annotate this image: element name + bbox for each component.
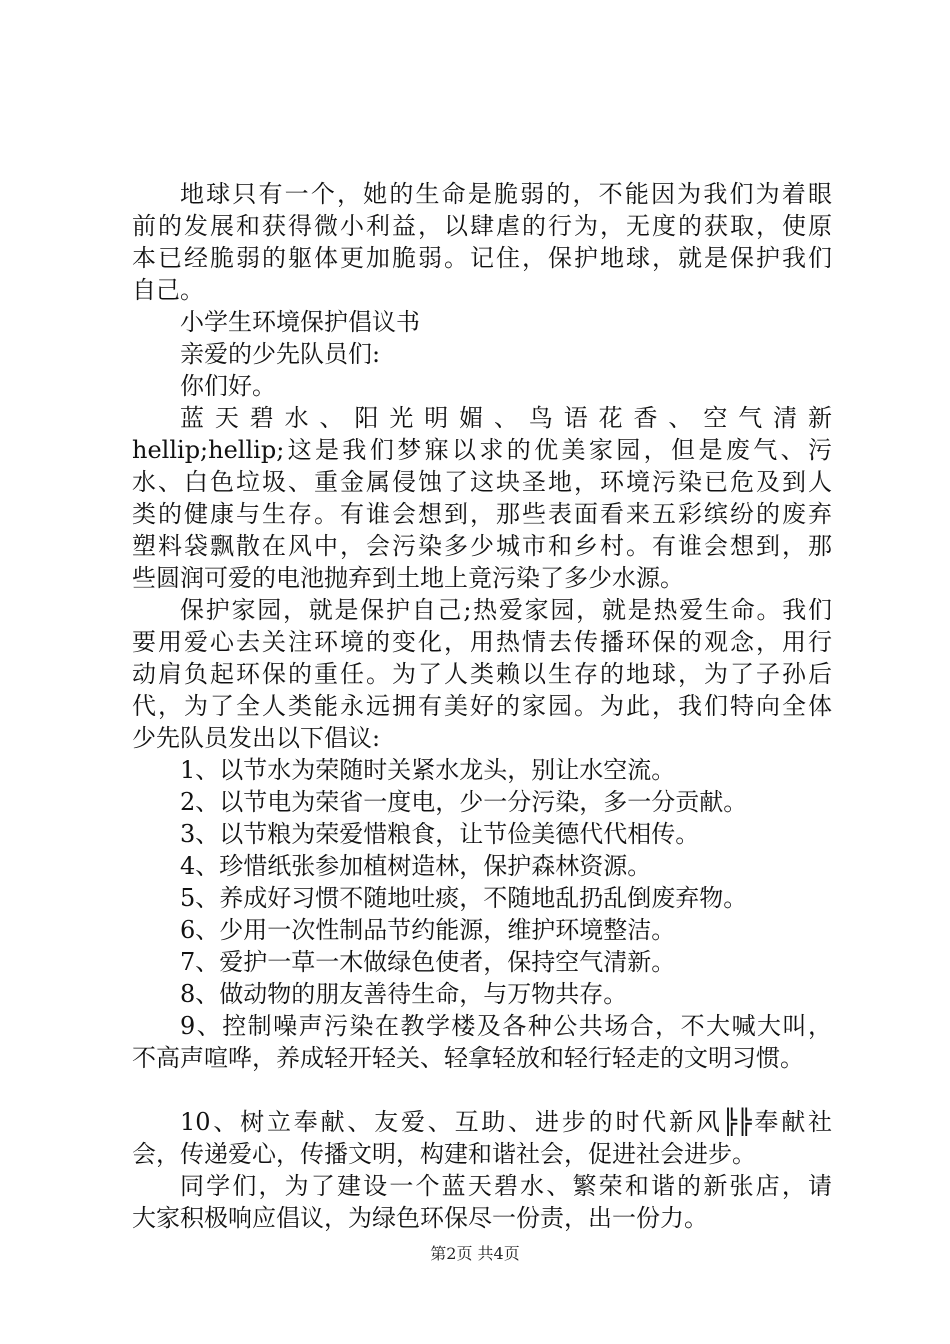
- text-line: 前的发展和获得微小利益，以肆虐的行为，无度的获取，使原: [132, 212, 832, 240]
- text-line: 小学生环境保护倡议书: [180, 308, 420, 336]
- text-line: 3、以节粮为荣爱惜粮食，让节俭美德代代相传。: [180, 820, 700, 848]
- text-line: 本已经脆弱的躯体更加脆弱。记住，保护地球，就是保护我们: [132, 244, 832, 272]
- text-line: 2、以节电为荣省一度电，少一分污染，多一分贡献。: [180, 788, 748, 816]
- text-line: 8、做动物的朋友善待生命，与万物共存。: [180, 980, 628, 1008]
- text-line: 水、白色垃圾、重金属侵蚀了这块圣地，环境污染已危及到人: [132, 468, 832, 496]
- text-line: 要用爱心去关注环境的变化，用热情去传播环保的观念，用行: [132, 628, 832, 656]
- page-number-label: 第2页 共4页: [430, 1244, 520, 1263]
- text-line: 类的健康与生存。有谁会想到，那些表面看来五彩缤纷的废弃: [132, 500, 832, 528]
- text-line: 动肩负起环保的重任。为了人类赖以生存的地球，为了子孙后: [132, 660, 832, 688]
- page-footer: [0, 1244, 950, 1264]
- text-line: hellip;hellip;这是我们梦寐以求的优美家园，但是废气、污: [132, 436, 832, 464]
- text-line: 代，为了全人类能永远拥有美好的家园。为此，我们特向全体: [132, 692, 832, 720]
- text-line: 10、树立奉献、友爱、互助、进步的时代新风╠╠奉献社: [180, 1108, 832, 1136]
- text-line: 5、养成好习惯不随地吐痰，不随地乱扔乱倒废弃物。: [180, 884, 748, 912]
- text-line: 亲爱的少先队员们:: [180, 340, 381, 368]
- text-line: 你们好。: [180, 372, 276, 400]
- text-line: 不高声喧哗，养成轻开轻关、轻拿轻放和轻行轻走的文明习惯。: [132, 1044, 804, 1072]
- text-line: 6、少用一次性制品节约能源，维护环境整洁。: [180, 916, 676, 944]
- text-line: 大家积极响应倡议，为绿色环保尽一份责，出一份力。: [132, 1204, 708, 1232]
- blank-line: [132, 1074, 832, 1106]
- text-line: 保护家园，就是保护自己;热爱家园，就是热爱生命。我们: [180, 596, 832, 624]
- text-line: 1、以节水为荣随时关紧水龙头，别让水空流。: [180, 756, 676, 784]
- text-line: 7、爱护一草一木做绿色使者，保持空气清新。: [180, 948, 676, 976]
- text-line: 塑料袋飘散在风中，会污染多少城市和乡村。有谁会想到，那: [132, 532, 832, 560]
- text-line: 4、珍惜纸张参加植树造林，保护森林资源。: [180, 852, 652, 880]
- text-line: 蓝 天 碧 水 、 阳 光 明 媚 、 鸟 语 花 香 、 空 气 清 新: [180, 404, 832, 432]
- document-body: [132, 178, 832, 1234]
- text-line: 会，传递爱心，传播文明，构建和谐社会，促进社会进步。: [132, 1140, 756, 1168]
- text-line: 同学们，为了建设一个蓝天碧水、繁荣和谐的新张店，请: [180, 1172, 832, 1200]
- text-line: 地球只有一个，她的生命是脆弱的，不能因为我们为着眼: [180, 180, 832, 208]
- text-line: 9、控制噪声污染在教学楼及各种公共场合，不大喊大叫，: [180, 1012, 832, 1040]
- text-line: 自己。: [132, 276, 204, 304]
- text-line: 些圆润可爱的电池抛弃到土地上竟污染了多少水源。: [132, 564, 684, 592]
- text-line: 少先队员发出以下倡议:: [132, 724, 381, 752]
